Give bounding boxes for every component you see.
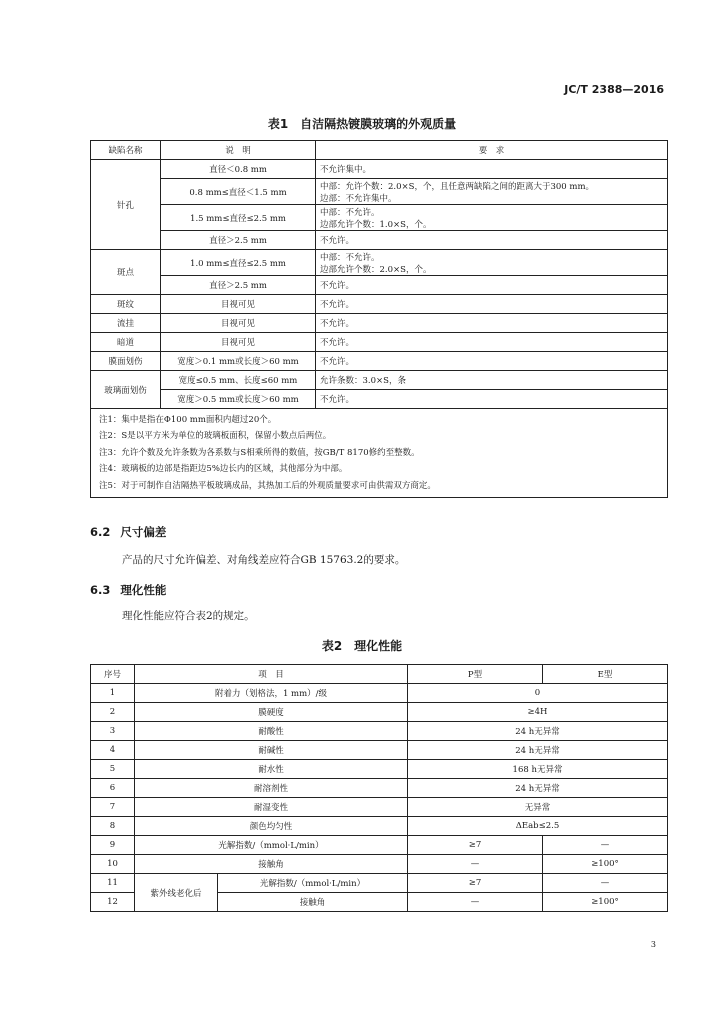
section-paragraph: 理化性能应符合表2的规定。: [122, 610, 255, 622]
row-value: ≥4H: [408, 703, 668, 722]
row-item: 耐水性: [135, 760, 408, 779]
row-value: 24 h无异常: [408, 722, 668, 741]
defect-requirement: 不允许集中。: [316, 160, 668, 179]
row-number: 12: [91, 893, 135, 912]
table-row: [91, 333, 668, 352]
defect-name: 流挂: [91, 314, 161, 333]
row-value: 168 h无异常: [408, 760, 668, 779]
table-header-row: [91, 665, 668, 684]
table-row: [91, 160, 668, 179]
defect-name: 暗道: [91, 333, 161, 352]
row-item: 光解指数/（mmol·L/min）: [218, 874, 408, 893]
row-number: 10: [91, 855, 135, 874]
row-value: 无异常: [408, 798, 668, 817]
column-header: 项 目: [135, 665, 408, 684]
row-number: 5: [91, 760, 135, 779]
defect-requirement: 不允许。: [316, 231, 668, 250]
column-header: P型: [408, 665, 543, 684]
defect-requirement: 不允许。: [316, 352, 668, 371]
defect-name: 膜面划伤: [91, 352, 161, 371]
section-heading-6-3: [90, 582, 166, 598]
section-number: 6.3: [90, 583, 111, 597]
defect-requirement: [316, 250, 668, 276]
table-row: [91, 836, 668, 855]
appearance-quality-table: [90, 140, 668, 498]
defect-description: 1.0 mm≤直径≤2.5 mm: [161, 250, 316, 276]
defect-requirement: 允许条数：3.0×S，条: [316, 371, 668, 390]
table-note: 注2：S是以平方米为单位的玻璃板面积，保留小数点后两位。: [99, 431, 332, 442]
table-note: 注5：对于可制作自洁隔热平板玻璃成品，其热加工后的外观质量要求可由供需双方商定。: [99, 480, 436, 491]
notes-row: [91, 409, 668, 498]
requirement-line: 边部：不允许集中。: [320, 193, 397, 204]
table2-title: 理化性能: [354, 639, 403, 653]
defect-name: 斑点: [91, 250, 161, 295]
section-paragraph: 产品的尺寸允许偏差、对角线差应符合GB 15763.2的要求。: [122, 554, 406, 566]
table-row: [91, 855, 668, 874]
defect-requirement: [316, 179, 668, 205]
requirement-line: 中部：不允许。: [320, 207, 380, 218]
defect-description: 0.8 mm≤直径＜1.5 mm: [161, 179, 316, 205]
row-item: 耐碱性: [135, 741, 408, 760]
row-value-e: ≥100°: [543, 855, 668, 874]
table-note: 注4：玻璃板的边部是指距边5%边长内的区域，其他部分为中部。: [99, 464, 348, 475]
section-title: 理化性能: [120, 583, 167, 597]
table-note: 注3：允许个数及允许条数为各系数与S相乘所得的数值，按GB/T 8170修约至整数。: [99, 447, 420, 458]
defect-name: 斑纹: [91, 295, 161, 314]
section-title: 尺寸偏差: [120, 525, 167, 539]
table-row: [91, 352, 668, 371]
table1-number: 表1: [267, 117, 289, 131]
requirement-line: 中部：允许个数：2.0×S，个，且任意两缺陷之间的距离大于300 mm。: [320, 181, 595, 192]
row-value: 24 h无异常: [408, 779, 668, 798]
page-number: 3: [650, 940, 656, 949]
row-value-e: —: [543, 874, 668, 893]
table-row: [91, 205, 668, 231]
row-number: 9: [91, 836, 135, 855]
defect-requirement: 不允许。: [316, 295, 668, 314]
table-row: [91, 684, 668, 703]
defect-requirement: 不允许。: [316, 276, 668, 295]
defect-description: 目视可见: [161, 314, 316, 333]
row-item: 附着力（划格法，1 mm）/级: [135, 684, 408, 703]
table2-caption: [0, 637, 724, 654]
row-value-p: —: [408, 855, 543, 874]
row-value-e: —: [543, 836, 668, 855]
table-row: [91, 798, 668, 817]
column-header: 缺陷名称: [91, 141, 161, 160]
row-item: 接触角: [218, 893, 408, 912]
table-row: [91, 276, 668, 295]
defect-requirement: 不允许。: [316, 390, 668, 409]
table-row: [91, 722, 668, 741]
row-number: 1: [91, 684, 135, 703]
row-value-p: ≥7: [408, 836, 543, 855]
row-number: 2: [91, 703, 135, 722]
table-row: [91, 390, 668, 409]
row-group: 紫外线老化后: [135, 874, 218, 912]
section-number: 6.2: [90, 525, 111, 539]
row-number: 6: [91, 779, 135, 798]
table-row: [91, 817, 668, 836]
table2-number: 表2: [321, 639, 343, 653]
row-number: 11: [91, 874, 135, 893]
requirement-line: 边部允许个数：2.0×S，个。: [320, 264, 432, 275]
defect-description: 直径＜0.8 mm: [161, 160, 316, 179]
defect-description: 宽度＞0.1 mm或长度＞60 mm: [161, 352, 316, 371]
physical-chemical-table: [90, 664, 668, 912]
row-item: 膜硬度: [135, 703, 408, 722]
defect-description: 目视可见: [161, 295, 316, 314]
table-notes: [91, 409, 668, 498]
row-number: 7: [91, 798, 135, 817]
table-row: [91, 779, 668, 798]
defect-description: 目视可见: [161, 333, 316, 352]
column-header: 说 明: [161, 141, 316, 160]
defect-requirement: 不允许。: [316, 314, 668, 333]
row-number: 3: [91, 722, 135, 741]
column-header: E型: [543, 665, 668, 684]
row-value: 0: [408, 684, 668, 703]
requirement-line: 中部：不允许。: [320, 252, 380, 263]
defect-description: 直径＞2.5 mm: [161, 231, 316, 250]
row-value: ΔEab≤2.5: [408, 817, 668, 836]
standard-code: JC/T 2388—2016: [564, 83, 664, 96]
row-item: 颜色均匀性: [135, 817, 408, 836]
table-row: [91, 295, 668, 314]
table-row: [91, 231, 668, 250]
table-row: [91, 371, 668, 390]
table-row: [91, 741, 668, 760]
table-header-row: [91, 141, 668, 160]
column-header: 要 求: [316, 141, 668, 160]
defect-name: 玻璃面划伤: [91, 371, 161, 409]
defect-requirement: [316, 205, 668, 231]
row-item: 耐溶剂性: [135, 779, 408, 798]
defect-description: 宽度≤0.5 mm、长度≤60 mm: [161, 371, 316, 390]
row-value-p: —: [408, 893, 543, 912]
table1-caption: [0, 115, 724, 132]
table-row: [91, 703, 668, 722]
row-number: 4: [91, 741, 135, 760]
table-note: 注1：集中是指在Φ100 mm面积内超过20个。: [99, 415, 277, 425]
requirement-line: 边部允许个数：1.0×S，个。: [320, 219, 432, 230]
defect-description: 直径＞2.5 mm: [161, 276, 316, 295]
row-item: 接触角: [135, 855, 408, 874]
table-row: [91, 250, 668, 276]
row-value-p: ≥7: [408, 874, 543, 893]
row-number: 8: [91, 817, 135, 836]
table-row: [91, 760, 668, 779]
row-item: 耐酸性: [135, 722, 408, 741]
row-item: 光解指数/（mmol·L/min）: [135, 836, 408, 855]
defect-description: 1.5 mm≤直径≤2.5 mm: [161, 205, 316, 231]
defect-name: 针孔: [91, 160, 161, 250]
defect-requirement: 不允许。: [316, 333, 668, 352]
table-row: [91, 314, 668, 333]
section-heading-6-2: [90, 524, 166, 540]
row-value-e: ≥100°: [543, 893, 668, 912]
table-row: [91, 179, 668, 205]
table1-title: 自洁隔热镀膜玻璃的外观质量: [300, 117, 457, 131]
row-item: 耐湿变性: [135, 798, 408, 817]
column-header: 序号: [91, 665, 135, 684]
defect-description: 宽度＞0.5 mm或长度＞60 mm: [161, 390, 316, 409]
row-value: 24 h无异常: [408, 741, 668, 760]
table-row: [91, 874, 668, 893]
